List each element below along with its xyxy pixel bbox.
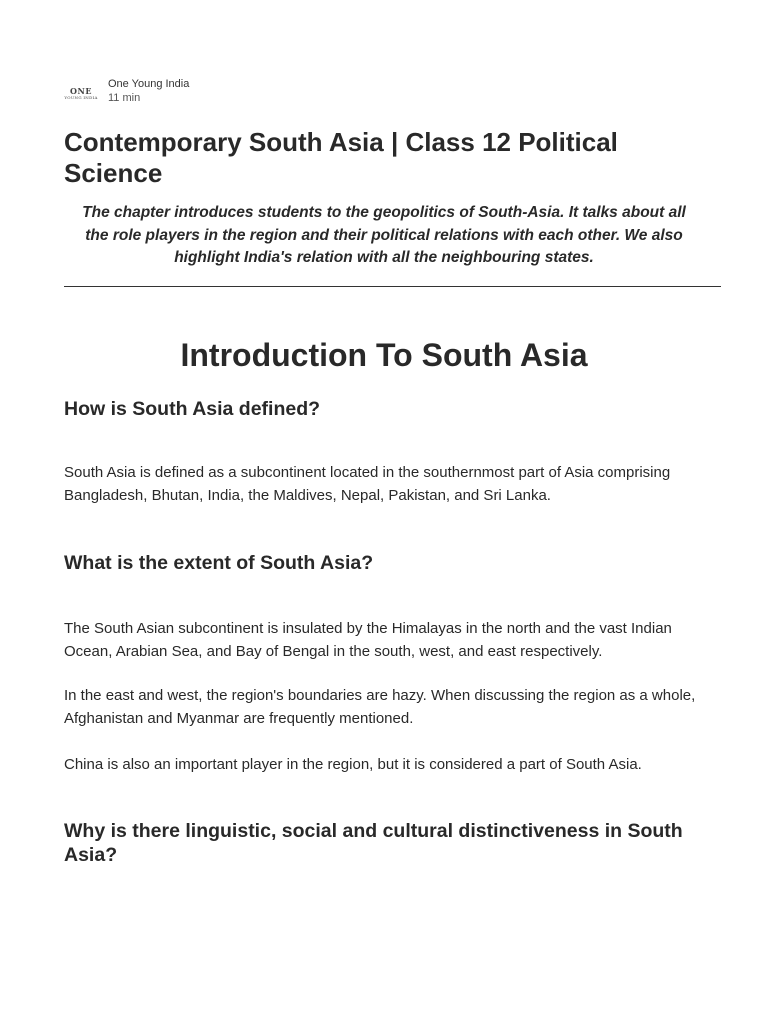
author-meta <box>108 76 189 105</box>
section-heading-distinctiveness: Why is there linguistic, social and cultural distinctiveness in South Asia? <box>64 820 683 866</box>
author-header <box>64 76 189 110</box>
section-heading-definition: How is South Asia defined? <box>64 398 321 420</box>
section-main-heading: Introduction To South Asia <box>180 337 588 373</box>
logo-text: ONE <box>70 85 92 96</box>
section-heading-extent: What is the extent of South Asia? <box>64 552 374 574</box>
author-name[interactable]: One Young India <box>108 78 190 90</box>
logo-subtext: YOUNG INDIA <box>64 94 98 100</box>
paragraph-extent-3: China is also an important player in the region, but it is considered a part of South Asia. <box>64 756 642 773</box>
paragraph-definition: South Asia is defined as a subcontinent located in the southernmost part of Asia comprising Bangladesh, Bhutan, India, the Maldives, Nepal, Pakistan, and Sri Lanka. <box>64 464 671 504</box>
author-avatar[interactable] <box>64 76 98 110</box>
read-time: 11 min <box>108 92 141 104</box>
paragraph-extent-1: The South Asian subcontinent is insulated by the Himalayas in the north and the vast Indian Ocean, Arabian Sea, and Bay of Bengal in the south, west, and east respectively. <box>64 620 672 660</box>
divider-line <box>64 286 721 287</box>
paragraph-extent-2: In the east and west, the region's boundaries are hazy. When discussing the region as a whole, Afghanistan and Myanmar are frequently mentioned. <box>64 687 696 727</box>
article-title: Contemporary South Asia | Class 12 Political Science <box>64 127 618 188</box>
article-summary: The chapter introduces students to the geopolitics of South-Asia. It talks about all the role players in the region and their political relations with each other. We also highlight India's relation with all the neighbouring states. <box>82 204 686 266</box>
